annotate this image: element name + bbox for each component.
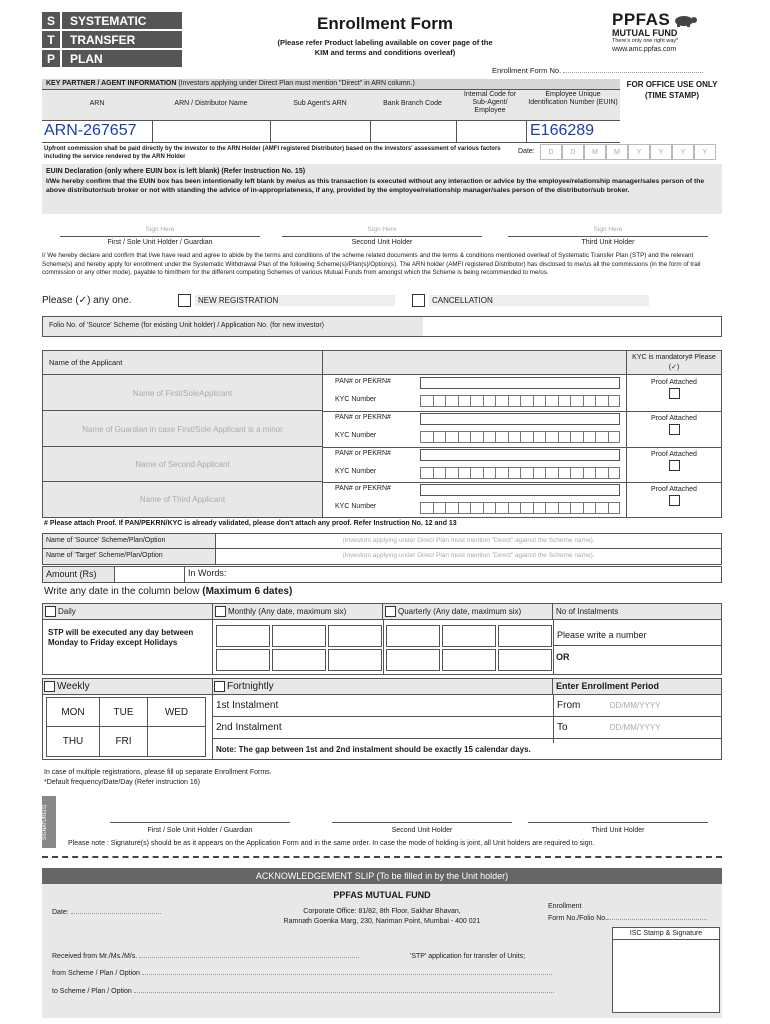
kyc-label: KYC Number bbox=[335, 396, 377, 403]
to-date-input[interactable]: DD/MM/YYYY bbox=[609, 723, 661, 732]
date-cell[interactable] bbox=[498, 625, 552, 647]
to-row bbox=[554, 719, 721, 739]
proof-checkbox[interactable] bbox=[669, 495, 680, 506]
day-tue[interactable]: TUE bbox=[100, 697, 148, 727]
write-number-input[interactable]: Please write a number bbox=[554, 626, 721, 646]
quarterly-label: Quarterly (Any date, maximum six) bbox=[398, 607, 522, 616]
cancellation-option[interactable] bbox=[412, 294, 649, 307]
pan-label: PAN# or PEKRN# bbox=[335, 485, 391, 492]
holder1-label: First / Sole Unit Holder / Guardian bbox=[60, 236, 260, 246]
pan-label: PAN# or PEKRN# bbox=[335, 414, 391, 421]
euin-input[interactable]: E166289 bbox=[530, 122, 595, 139]
col-arn: ARN bbox=[89, 100, 105, 107]
date-label: Date: bbox=[518, 148, 535, 155]
divider bbox=[456, 121, 457, 143]
proof-checkbox[interactable] bbox=[669, 424, 680, 435]
third-applicant-name[interactable]: Name of Third Applicant bbox=[43, 482, 323, 517]
sign-here[interactable]: Sign Here bbox=[145, 226, 175, 233]
daily-label: Daily bbox=[58, 607, 76, 616]
applicant-header-mid bbox=[323, 351, 626, 375]
date-cell[interactable] bbox=[328, 649, 382, 671]
instal1-label: 1st Instalment bbox=[216, 700, 279, 711]
ack-office-line: Ramnath Goenka Marg, 230, Nariman Point, Mumbai - 400 021 bbox=[283, 918, 481, 925]
instalment-note: Note: The gap between 1st and 2nd instalment should be exactly 15 calendar days. bbox=[216, 745, 531, 754]
proof-cell bbox=[626, 375, 721, 411]
pan-input[interactable] bbox=[420, 449, 620, 461]
isc-label: ISC Stamp & Signature bbox=[613, 928, 719, 940]
ack-from-scheme bbox=[52, 970, 552, 977]
holder2-label: Second Unit Holder bbox=[282, 236, 482, 246]
day-empty bbox=[148, 727, 206, 757]
ack-date-field[interactable] bbox=[71, 913, 161, 914]
weekly-option[interactable] bbox=[43, 679, 213, 695]
stp-letter: P bbox=[42, 50, 60, 67]
date-cell[interactable] bbox=[216, 649, 270, 671]
choice-label: Please (✓) any one. bbox=[42, 295, 132, 306]
ack-from-scheme-label: from Scheme / Plan / Option bbox=[52, 970, 140, 977]
divider bbox=[526, 121, 527, 143]
source-scheme-label: Name of 'Source' Scheme/Plan/Option bbox=[43, 534, 216, 549]
or-label: OR bbox=[556, 652, 570, 662]
brand-logo bbox=[612, 10, 732, 53]
amount-label: Amount (Rs) bbox=[43, 567, 115, 582]
quarterly-checkbox[interactable] bbox=[385, 606, 396, 617]
divider bbox=[152, 121, 153, 143]
ack-office-line: Corporate Office: 81/82, 8th Floor, Sakhar Bhavan, bbox=[303, 908, 461, 915]
holder3-label: Third Unit Holder bbox=[508, 236, 708, 246]
divider bbox=[370, 121, 371, 143]
brand-name: PPFAS bbox=[612, 10, 671, 29]
col-arn-distributor: ARN / Distributor Name bbox=[174, 100, 248, 107]
day-thu[interactable]: THU bbox=[46, 727, 100, 757]
date-cell[interactable] bbox=[442, 649, 496, 671]
fortnightly-option[interactable] bbox=[213, 679, 553, 695]
proof-cell bbox=[626, 482, 721, 517]
ack-received-field[interactable] bbox=[139, 957, 359, 958]
ack-to-scheme bbox=[52, 988, 554, 995]
euin-declaration bbox=[42, 164, 722, 214]
date-box[interactable]: D bbox=[540, 144, 562, 160]
proof-label: Proof Attached bbox=[651, 379, 697, 386]
arn-input[interactable]: ARN-267657 bbox=[44, 122, 137, 139]
words-input[interactable] bbox=[240, 567, 720, 582]
sig-holder3[interactable]: Third Unit Holder bbox=[528, 822, 708, 834]
date-cell[interactable] bbox=[272, 625, 326, 647]
website: www.amc.ppfas.com bbox=[612, 46, 677, 53]
applicant-name-header: Name of the Applicant bbox=[43, 351, 323, 375]
office-use bbox=[622, 79, 722, 101]
ack-stp-app: 'STP' application for transfer of Units; bbox=[410, 953, 526, 960]
from-label: From bbox=[557, 700, 581, 711]
partner-heading bbox=[42, 79, 620, 89]
kyc-mandatory: KYC is mandatory# Please (✓) bbox=[626, 351, 721, 375]
declaration-text: I/ We hereby declare and confirm that I/we have read and agree to abide by the terms and conditions of the scheme related documents and the terms & conditions mentioned overleaf of Systematic Transfer Plan (STP) and the relevant Scheme(s) and hereby apply for enrollment under the Systematic Withdrawal Plan of the following Scheme(s)/Plan(s)/Option(s). The ARN holder (AMFI registered Distributor) has disclosed to me/us all the commissions (in the form of trail commission or any other mode), payable to him/them for the different competing Schemes of various Mutual Funds from amongst which the Scheme is being recommended to me/us. bbox=[42, 252, 701, 277]
date-box[interactable]: Y bbox=[628, 144, 650, 160]
day-mon[interactable]: MON bbox=[46, 697, 100, 727]
euin-heading: EUIN Declaration (only where EUIN box is left blank) (Refer Instruction No. 15) bbox=[46, 168, 306, 175]
euin-text: I/We hereby confirm that the EUIN box has been intentionally left blank by me/us as this transaction is executed without any interaction or advice by the employee/relationship manager/sales person of the above distributor/sub broker or not with standing the advice of in-appropriateness, if any, provided by the employee/relationship manager/sales person of the distributor/sub broker. bbox=[46, 177, 705, 194]
brand-sub: MUTUAL FUND bbox=[612, 28, 678, 38]
monthly-option[interactable] bbox=[213, 604, 383, 620]
enrollment-no-label: Enrollment Form No. bbox=[492, 66, 562, 75]
dates-heading bbox=[44, 586, 292, 597]
sign-here[interactable]: Sign Here bbox=[367, 226, 397, 233]
ack-received-label: Received from Mr./Ms./M/s. bbox=[52, 953, 138, 960]
guardian-name[interactable]: Name of Guardian in case First/Sole Applicant is a minor bbox=[43, 411, 323, 447]
subtitle-line: (Please refer Product labeling available on cover page of the bbox=[277, 38, 493, 47]
stp-word: TRANSFER bbox=[62, 31, 182, 48]
daily-note: STP will be executed any day between Monday to Friday except Holidays bbox=[43, 620, 213, 674]
partner-heading-text: KEY PARTNER / AGENT INFORMATION bbox=[46, 80, 177, 87]
folio-label: Folio No. of 'Source' Scheme (for existing Unit holder) / Application No. (for new investor) bbox=[43, 317, 423, 336]
stp-word: PLAN bbox=[62, 50, 182, 67]
divider bbox=[270, 121, 271, 143]
date-cell[interactable] bbox=[498, 649, 552, 671]
ack-company: PPFAS MUTUAL FUND bbox=[333, 890, 431, 900]
kyc-label: KYC Number bbox=[335, 468, 377, 475]
ack-enrollment bbox=[548, 901, 707, 925]
proof-checkbox[interactable] bbox=[669, 460, 680, 471]
weekly-label: Weekly bbox=[57, 681, 90, 692]
monthly-label: Monthly (Any date, maximum six) bbox=[228, 607, 347, 616]
cancellation-label: CANCELLATION bbox=[429, 295, 649, 306]
footer-note-line: *Default frequency/Date/Day (Refer instruction 16) bbox=[44, 779, 201, 786]
amount-input[interactable] bbox=[115, 567, 185, 582]
subtitle bbox=[230, 38, 540, 58]
date-box[interactable]: Y bbox=[672, 144, 694, 160]
date-box[interactable]: Y bbox=[694, 144, 716, 160]
daily-checkbox[interactable] bbox=[45, 606, 56, 617]
enrollment-no bbox=[492, 66, 724, 75]
from-row bbox=[554, 697, 721, 717]
ack-date-label: Date: bbox=[52, 909, 69, 916]
date-box[interactable]: M bbox=[584, 144, 606, 160]
date-cell[interactable] bbox=[216, 625, 270, 647]
new-registration-checkbox[interactable] bbox=[178, 294, 191, 307]
date-cell[interactable] bbox=[386, 625, 440, 647]
fortnightly-checkbox[interactable] bbox=[214, 681, 225, 692]
instalments-label: No of Instalments bbox=[553, 604, 721, 620]
target-scheme-input[interactable]: (Investors applying under Direct Plan must mention "Direct" against the Scheme name). bbox=[342, 552, 595, 559]
stp-logo bbox=[42, 12, 182, 67]
proof-cell bbox=[626, 447, 721, 482]
footer-note-line: In case of multiple registrations, please fill up separate Enrollment Forms. bbox=[44, 769, 272, 776]
fortnightly-label: Fortnightly bbox=[227, 681, 274, 692]
isc-stamp-box bbox=[612, 927, 720, 1013]
page-title: Enrollment Form bbox=[316, 14, 453, 33]
sign-here[interactable]: Sign Here bbox=[593, 226, 623, 233]
pan-input[interactable] bbox=[420, 413, 620, 425]
kyc-input[interactable] bbox=[420, 431, 620, 443]
cut-line bbox=[42, 856, 722, 858]
sig-holder2[interactable]: Second Unit Holder bbox=[332, 822, 512, 834]
date-cell[interactable] bbox=[386, 649, 440, 671]
time-stamp-label: (TIME STAMP) bbox=[644, 91, 700, 100]
proof-checkbox[interactable] bbox=[669, 388, 680, 399]
dates-heading-text: Write any date in the column below bbox=[44, 586, 200, 597]
date-cell[interactable] bbox=[442, 625, 496, 647]
pan-label: PAN# or PEKRN# bbox=[335, 450, 391, 457]
signatures-note: Please note : Signature(s) should be as it appears on the Application Form and in the same order. In case the mode of holding is joint, all Unit holders are required to sign. bbox=[68, 840, 595, 847]
ack-to-scheme-field[interactable] bbox=[134, 992, 554, 993]
partner-heading-note: (Investors applying under Direct Plan must mention "Direct" in ARN column.) bbox=[178, 80, 415, 87]
day-wed[interactable]: WED bbox=[148, 697, 206, 727]
target-scheme-label: Name of 'Target' Scheme/Plan/Option bbox=[43, 549, 216, 564]
second-applicant-name[interactable]: Name of Second Applicant bbox=[43, 447, 323, 482]
kyc-label: KYC Number bbox=[335, 503, 377, 510]
stp-letter: S bbox=[42, 12, 60, 29]
proof-label: Proof Attached bbox=[651, 451, 697, 458]
signatures-side-label: SIGNATURE(S) bbox=[42, 796, 56, 848]
col-euin: Employee Unique Identification Number (EUIN) bbox=[528, 91, 618, 106]
monthly-checkbox[interactable] bbox=[215, 606, 226, 617]
col-subagent: Sub Agent's ARN bbox=[293, 100, 347, 107]
turtle-icon bbox=[672, 13, 698, 27]
dates-heading-bold: (Maximum 6 dates) bbox=[202, 586, 293, 597]
subtitle-line: KIM and terms and conditions overleaf) bbox=[314, 48, 456, 57]
ack-heading: ACKNOWLEDGEMENT SLIP (To be filled in by the Unit holder) bbox=[42, 868, 722, 884]
kyc-input[interactable] bbox=[420, 395, 620, 407]
instal2-label: 2nd Instalment bbox=[216, 722, 282, 733]
new-registration-option[interactable] bbox=[178, 294, 395, 307]
weekly-checkbox[interactable] bbox=[44, 681, 55, 692]
words-label: In Words: bbox=[188, 568, 227, 578]
day-fri[interactable]: FRI bbox=[100, 727, 148, 757]
stp-letter: T bbox=[42, 31, 60, 48]
monthly-date-grid[interactable] bbox=[216, 625, 382, 671]
date-box[interactable]: Y bbox=[650, 144, 672, 160]
col-bank-branch: Bank Branch Code bbox=[383, 100, 442, 107]
quarterly-option[interactable] bbox=[383, 604, 553, 620]
cancellation-checkbox[interactable] bbox=[412, 294, 425, 307]
proof-label: Proof Attached bbox=[651, 486, 697, 493]
kyc-input[interactable] bbox=[420, 502, 620, 514]
proof-cell bbox=[626, 411, 721, 447]
source-scheme-input[interactable]: (Investors applying under Direct Plan must mention "Direct" against the Scheme name). bbox=[216, 534, 721, 549]
upfront-note: Upfront commission shall be paid directly by the investor to the ARN Holder (AMFI registered Distributor) based on the investors' assessment of various factors including the service rendered by the ARN Holder bbox=[44, 146, 501, 160]
ack-form-folio-label: Form No./Folio No. bbox=[548, 915, 608, 922]
kyc-input[interactable] bbox=[420, 467, 620, 479]
pan-input[interactable] bbox=[420, 377, 620, 389]
first-applicant-name[interactable]: Name of First/SoleApplicant bbox=[43, 375, 323, 411]
proof-label: Proof Attached bbox=[651, 415, 697, 422]
date-cell[interactable] bbox=[272, 649, 326, 671]
ack-received bbox=[52, 953, 359, 960]
ack-from-scheme-field[interactable] bbox=[142, 974, 552, 975]
quarterly-date-grid[interactable] bbox=[386, 625, 552, 671]
ack-enrollment-label: Enrollment bbox=[548, 903, 582, 910]
col-internal-code: Internal Code for Sub-Agent/ Employee bbox=[463, 91, 517, 114]
proof-note: # Please attach Proof. If PAN/PEKRN/KYC is already validated, please don't attach any proof. Refer Instruction No. 12 and 13 bbox=[44, 520, 457, 527]
folio-input[interactable] bbox=[424, 317, 721, 336]
new-registration-label: NEW REGISTRATION bbox=[195, 295, 395, 306]
footer-notes bbox=[44, 768, 272, 788]
ack-form-folio-field[interactable] bbox=[607, 919, 707, 920]
enrollment-no-field[interactable] bbox=[563, 72, 703, 73]
instal2-row[interactable] bbox=[213, 719, 553, 739]
from-date-input[interactable]: DD/MM/YYYY bbox=[609, 701, 661, 710]
ack-office bbox=[232, 907, 532, 927]
tagline: There's only one right way* bbox=[612, 38, 679, 44]
sig-holder1[interactable]: First / Sole Unit Holder / Guardian bbox=[110, 822, 290, 834]
date-box[interactable]: D bbox=[562, 144, 584, 160]
daily-option[interactable] bbox=[43, 604, 213, 620]
office-use-label: FOR OFFICE USE ONLY bbox=[626, 80, 718, 89]
ack-to-scheme-label: to Scheme / Plan / Option bbox=[52, 988, 132, 995]
enroll-period-label: Enter Enrollment Period bbox=[553, 679, 721, 695]
kyc-label: KYC Number bbox=[335, 432, 377, 439]
instal1-row[interactable] bbox=[213, 697, 553, 717]
stp-word: SYSTEMATIC bbox=[62, 12, 182, 29]
divider bbox=[383, 620, 384, 674]
date-box[interactable]: M bbox=[606, 144, 628, 160]
pan-input[interactable] bbox=[420, 484, 620, 496]
pan-label: PAN# or PEKRN# bbox=[335, 378, 391, 385]
ack-date bbox=[52, 909, 161, 916]
to-label: To bbox=[557, 722, 568, 733]
date-boxes[interactable] bbox=[540, 144, 716, 160]
date-cell[interactable] bbox=[328, 625, 382, 647]
weekday-grid bbox=[46, 697, 206, 757]
